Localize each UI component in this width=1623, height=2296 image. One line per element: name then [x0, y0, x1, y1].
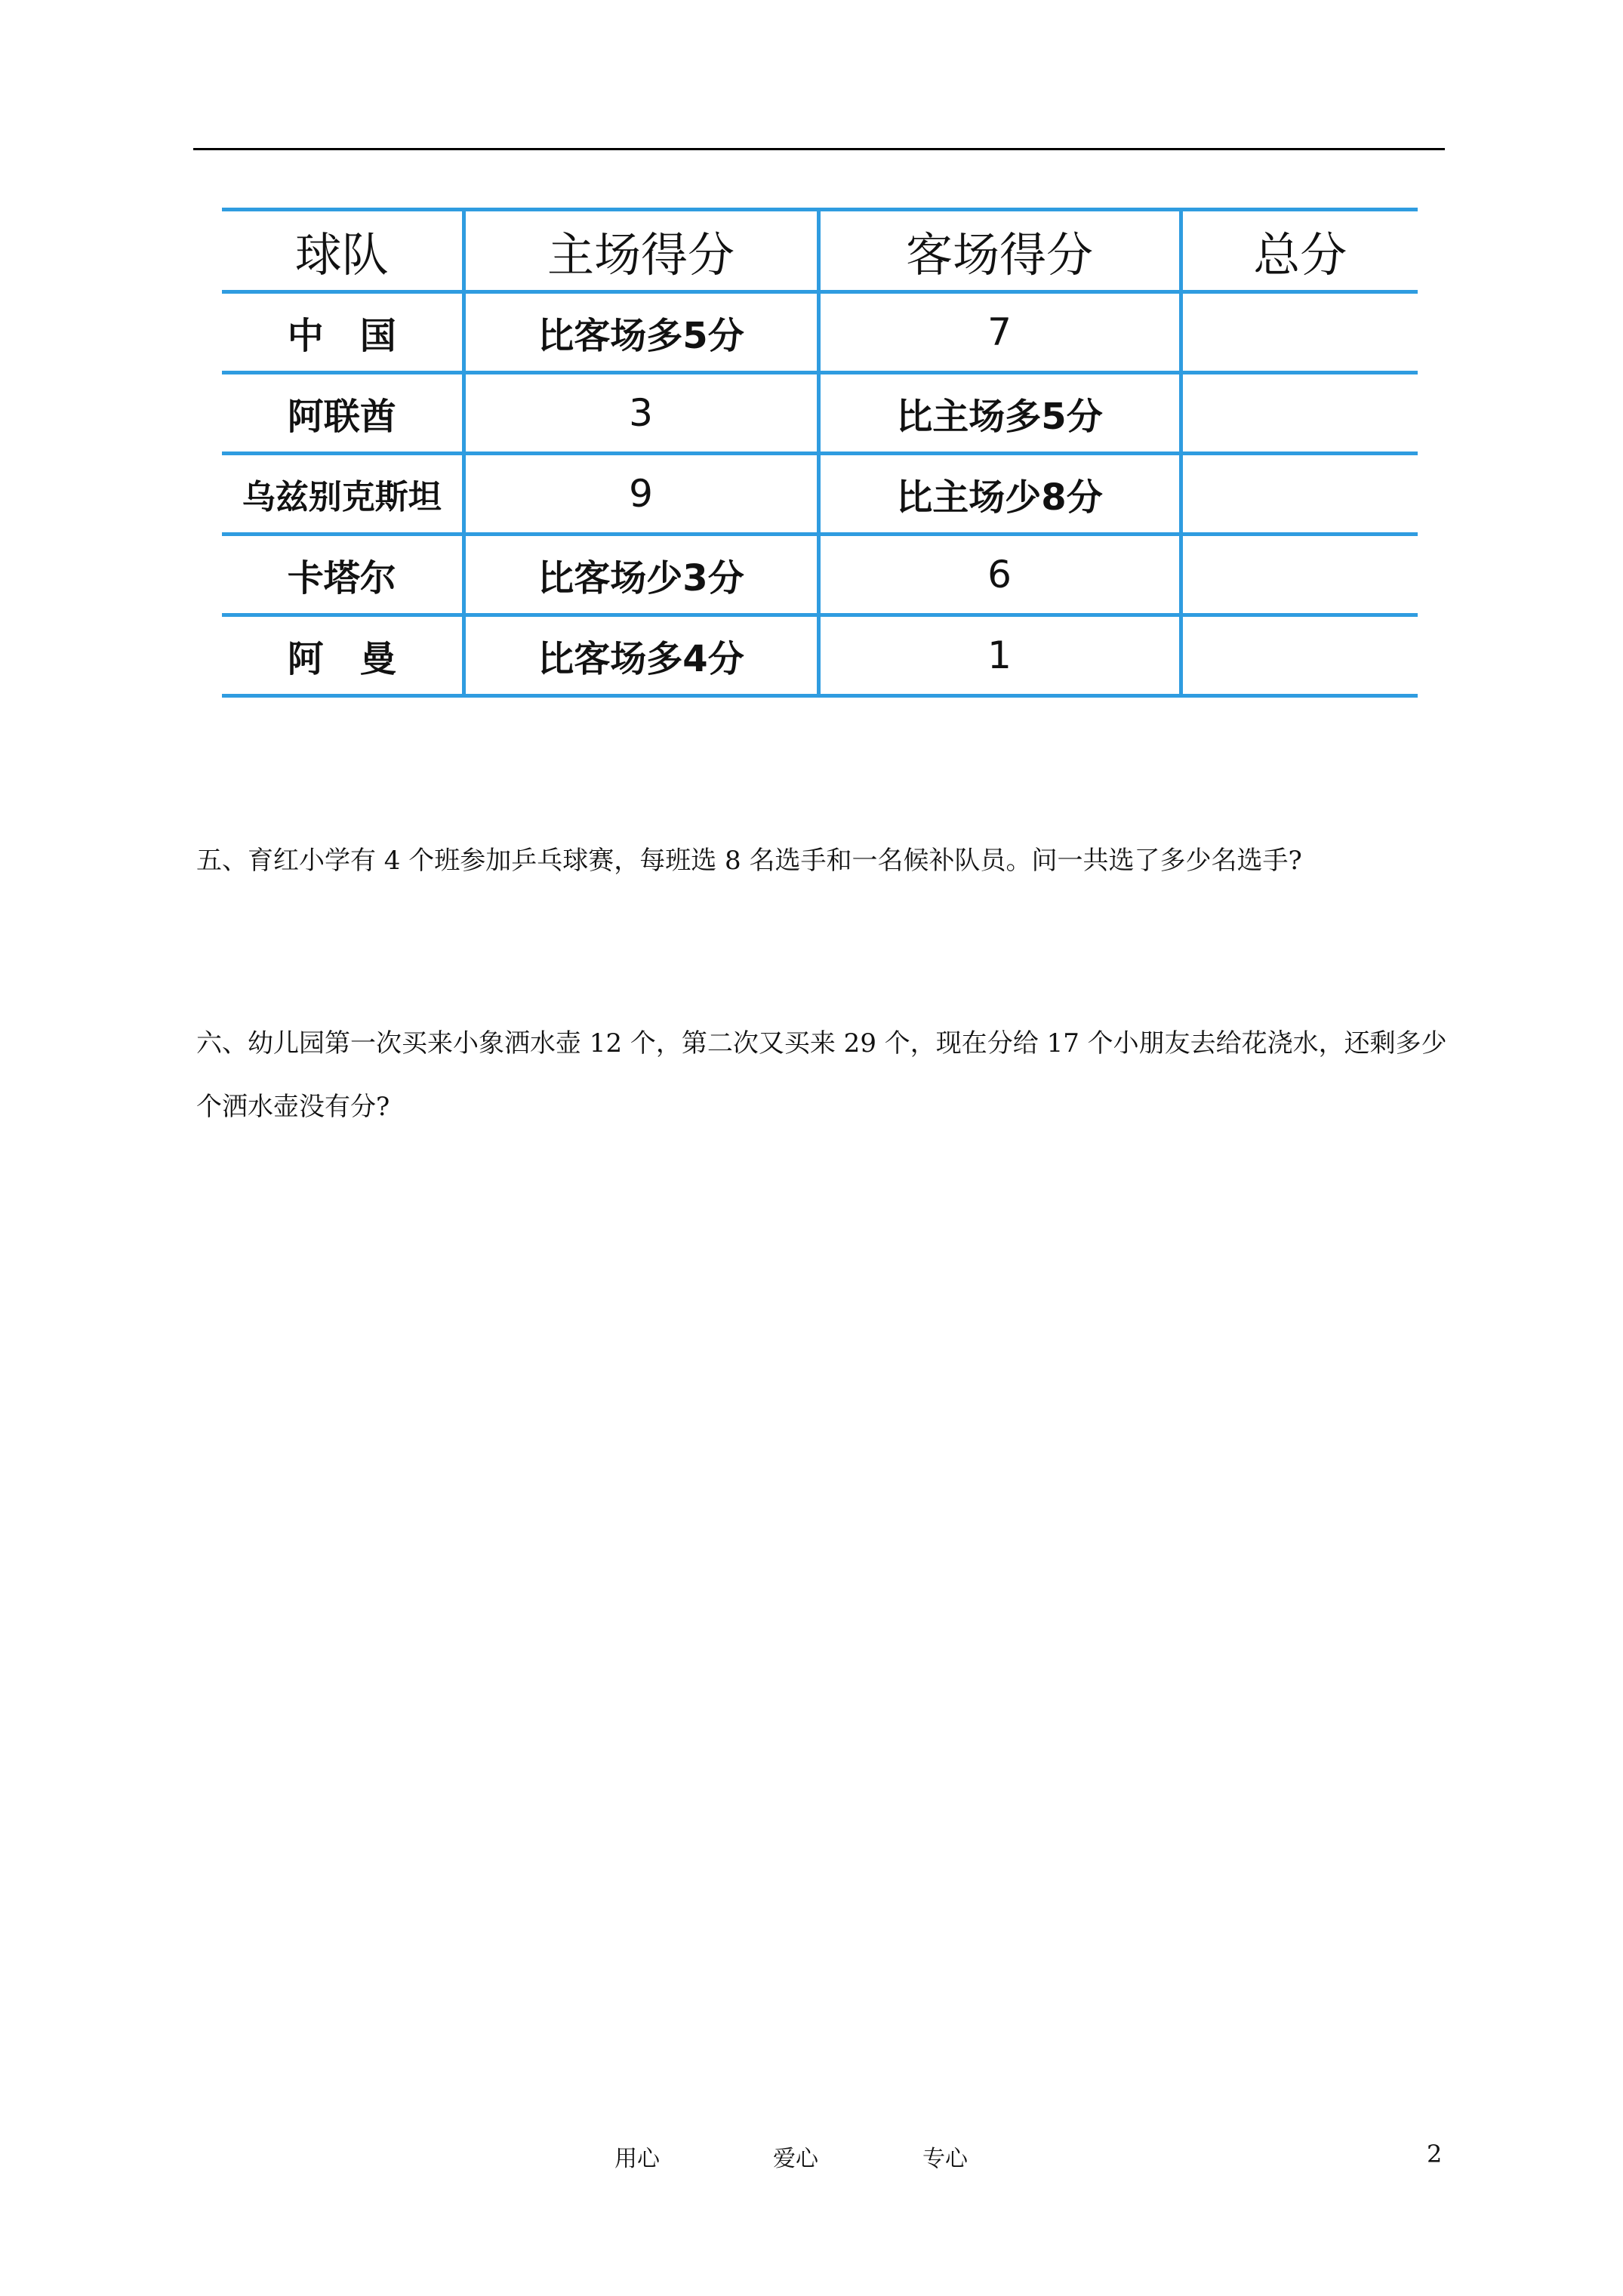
team-cell: 阿联酋 [222, 373, 463, 454]
header-rule [193, 148, 1445, 150]
page-number: 2 [1427, 2140, 1443, 2168]
total-cell [1181, 615, 1418, 696]
score-table [222, 208, 1418, 698]
table-row [222, 535, 1418, 615]
total-cell [1181, 373, 1418, 454]
table-row [222, 373, 1418, 454]
total-cell [1181, 454, 1418, 535]
home-score-cell: 比客场多4分 [463, 615, 818, 696]
home-score-cell: 9 [463, 454, 818, 535]
score-table-container [222, 208, 1418, 698]
home-score-cell: 比客场少3分 [463, 535, 818, 615]
away-score-cell: 比主场少8分 [818, 454, 1181, 535]
team-cell: 乌兹别克斯坦 [222, 454, 463, 535]
total-cell [1181, 292, 1418, 373]
away-score-cell: 比主场多5分 [818, 373, 1181, 454]
header-away-score: 客场得分 [818, 210, 1181, 292]
table-row [222, 454, 1418, 535]
home-score-cell: 比客场多5分 [463, 292, 818, 373]
home-score-cell: 3 [463, 373, 818, 454]
question-6: 六、幼儿园第一次买来小象洒水壶 12 个，第二次又买来 29 个，现在分给 17 个小朋友去给花浇水，还剩多少个洒水壶没有分? [196, 1028, 1447, 1122]
total-cell [1181, 535, 1418, 615]
footer-word-2: 爱心 [773, 2146, 818, 2172]
header-home-score: 主场得分 [463, 210, 818, 292]
table-header-row [222, 210, 1418, 292]
team-cell: 中 国 [222, 292, 463, 373]
table-row [222, 292, 1418, 373]
question-5: 五、育红小学有 4 个班参加乒乓球赛，每班选 8 名选手和一名候补队员。问一共选了多少名选手? [196, 846, 1302, 876]
table-row [222, 615, 1418, 696]
header-team: 球队 [222, 210, 463, 292]
footer-word-3: 专心 [922, 2146, 968, 2172]
footer-word-1: 用心 [614, 2146, 660, 2172]
team-cell: 阿 曼 [222, 615, 463, 696]
header-total: 总分 [1181, 210, 1418, 292]
team-cell: 卡塔尔 [222, 535, 463, 615]
away-score-cell: 6 [818, 535, 1181, 615]
away-score-cell: 1 [818, 615, 1181, 696]
away-score-cell: 7 [818, 292, 1181, 373]
